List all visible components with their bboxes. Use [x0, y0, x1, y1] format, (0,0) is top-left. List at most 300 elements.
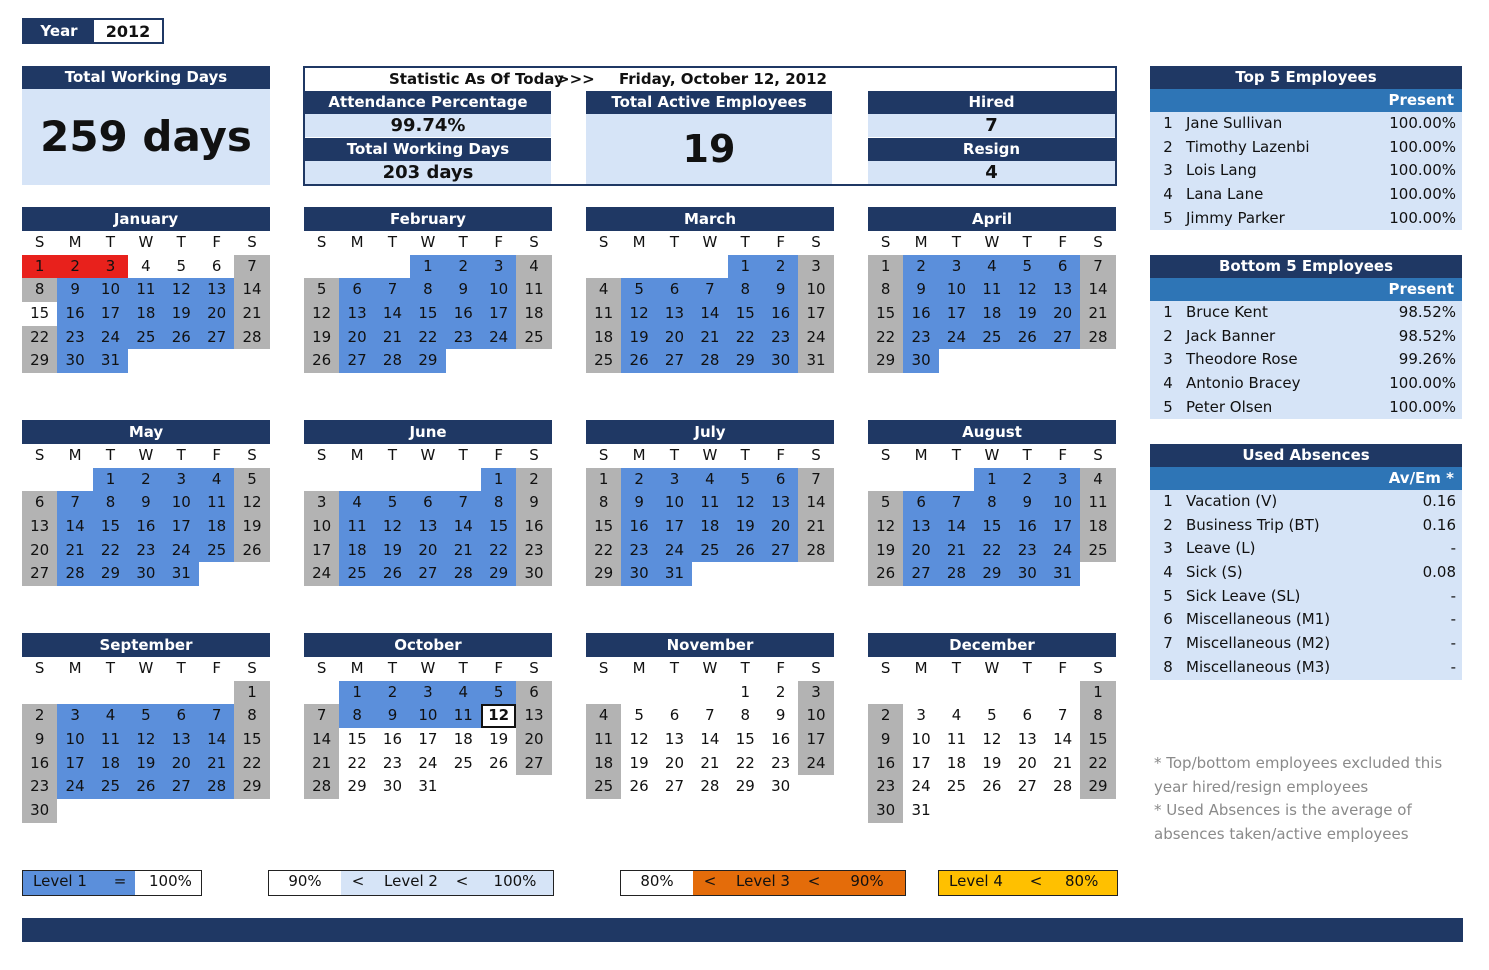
day-cell[interactable]: 21	[692, 326, 727, 350]
day-cell[interactable]: 12	[629, 730, 649, 749]
day-cell[interactable]: 16	[771, 730, 791, 749]
day-cell[interactable]: 14	[700, 730, 720, 749]
day-cell[interactable]: 22	[347, 753, 367, 772]
day-cell[interactable]: 3	[798, 681, 833, 705]
day-cell[interactable]: 31	[911, 801, 931, 820]
day-cell[interactable]: 4	[141, 256, 151, 275]
day-cell[interactable]: 18	[199, 515, 234, 539]
day-cell[interactable]: 29	[22, 349, 57, 373]
day-cell[interactable]: 6	[903, 491, 938, 515]
day-cell[interactable]: 13	[164, 728, 199, 752]
day-cell[interactable]: 12	[304, 302, 339, 326]
day-cell[interactable]: 15	[481, 515, 516, 539]
day-cell[interactable]: 26	[629, 777, 649, 796]
day-cell[interactable]: 7	[1080, 255, 1115, 279]
day-cell[interactable]: 25	[453, 753, 473, 772]
day-cell[interactable]: 25	[128, 326, 163, 350]
day-cell[interactable]: 21	[57, 539, 92, 563]
day-cell[interactable]: 5	[481, 681, 516, 705]
day-cell[interactable]: 26	[621, 349, 656, 373]
today-cell[interactable]: 12	[481, 704, 516, 728]
day-cell[interactable]: 26	[304, 349, 339, 373]
day-cell[interactable]: 20	[164, 752, 199, 776]
day-cell[interactable]: 8	[728, 278, 763, 302]
day-cell[interactable]: 2	[868, 704, 903, 728]
day-cell[interactable]: 28	[798, 539, 833, 563]
day-cell[interactable]: 19	[728, 515, 763, 539]
day-cell[interactable]: 1	[868, 255, 903, 279]
day-cell[interactable]: 2	[1010, 468, 1045, 492]
day-cell[interactable]: 4	[692, 468, 727, 492]
day-cell[interactable]: 1	[234, 681, 269, 705]
day-cell[interactable]: 2	[446, 255, 481, 279]
day-cell[interactable]: 16	[621, 515, 656, 539]
day-cell[interactable]: 28	[304, 775, 339, 799]
day-cell[interactable]: 6	[211, 256, 222, 275]
day-cell[interactable]: 2	[763, 255, 798, 279]
day-cell[interactable]: 22	[22, 326, 57, 350]
day-cell[interactable]: 16	[903, 302, 938, 326]
year-selector[interactable]	[22, 18, 164, 44]
day-cell[interactable]: 2	[516, 468, 551, 492]
day-cell[interactable]: 14	[1080, 278, 1115, 302]
day-cell[interactable]: 27	[164, 775, 199, 799]
day-cell[interactable]: 3	[657, 468, 692, 492]
day-cell[interactable]: 30	[128, 562, 163, 586]
day-cell[interactable]: 18	[516, 302, 551, 326]
day-cell[interactable]: 10	[798, 704, 833, 728]
day-cell[interactable]: 29	[481, 562, 516, 586]
day-cell[interactable]: 30	[516, 562, 551, 586]
day-cell[interactable]: 21	[375, 326, 410, 350]
day-cell[interactable]: 7	[939, 491, 974, 515]
day-cell[interactable]: 27	[657, 349, 692, 373]
day-cell[interactable]: 10	[657, 491, 692, 515]
day-cell[interactable]: 21	[1053, 753, 1073, 772]
day-cell[interactable]: 15	[93, 515, 128, 539]
day-cell[interactable]: 1	[481, 468, 516, 492]
day-cell[interactable]: 24	[418, 753, 438, 772]
day-cell[interactable]: 16	[516, 515, 551, 539]
day-cell[interactable]: 4	[586, 278, 621, 302]
day-cell[interactable]: 30	[1010, 562, 1045, 586]
day-cell[interactable]: 27	[763, 539, 798, 563]
day-cell[interactable]: 1	[1080, 681, 1115, 705]
day-cell[interactable]: 1	[586, 468, 621, 492]
day-cell[interactable]: 28	[939, 562, 974, 586]
day-cell[interactable]: 21	[199, 752, 234, 776]
day-cell[interactable]: 21	[939, 539, 974, 563]
day-cell[interactable]: 5	[987, 706, 997, 725]
day-cell[interactable]: 28	[57, 562, 92, 586]
day-cell[interactable]: 31	[657, 562, 692, 586]
day-cell[interactable]: 5	[128, 704, 163, 728]
day-cell[interactable]: 30	[621, 562, 656, 586]
day-cell[interactable]: 13	[516, 704, 551, 728]
day-cell[interactable]: 6	[1022, 706, 1033, 725]
day-cell[interactable]: 24	[939, 326, 974, 350]
day-cell[interactable]: 17	[657, 515, 692, 539]
day-cell[interactable]: 20	[1045, 302, 1080, 326]
day-cell[interactable]: 1	[22, 255, 57, 279]
day-cell[interactable]: 8	[339, 704, 374, 728]
day-cell[interactable]: 30	[903, 349, 938, 373]
day-cell[interactable]: 28	[375, 349, 410, 373]
day-cell[interactable]: 7	[234, 255, 269, 279]
day-cell[interactable]: 9	[516, 491, 551, 515]
day-cell[interactable]: 24	[93, 326, 128, 350]
day-cell[interactable]: 3	[410, 681, 445, 705]
day-cell[interactable]: 26	[234, 539, 269, 563]
day-cell[interactable]: 6	[763, 468, 798, 492]
day-cell[interactable]: 12	[982, 730, 1002, 749]
day-cell[interactable]: 15	[735, 730, 755, 749]
day-cell[interactable]: 3	[1045, 468, 1080, 492]
day-cell[interactable]: 18	[586, 752, 621, 776]
day-cell[interactable]: 7	[375, 278, 410, 302]
day-cell[interactable]: 13	[339, 302, 374, 326]
day-cell[interactable]: 9	[868, 728, 903, 752]
day-cell[interactable]: 8	[868, 278, 903, 302]
day-cell[interactable]: 27	[199, 326, 234, 350]
day-cell[interactable]: 25	[586, 349, 621, 373]
day-cell[interactable]: 15	[728, 302, 763, 326]
day-cell[interactable]: 9	[375, 704, 410, 728]
day-cell[interactable]: 17	[164, 515, 199, 539]
day-cell[interactable]: 14	[1053, 730, 1073, 749]
day-cell[interactable]: 24	[798, 326, 833, 350]
day-cell[interactable]: 20	[657, 326, 692, 350]
day-cell[interactable]: 13	[664, 730, 685, 749]
day-cell[interactable]: 23	[903, 326, 938, 350]
day-cell[interactable]: 26	[489, 753, 509, 772]
day-cell[interactable]: 22	[234, 752, 269, 776]
day-cell[interactable]: 5	[176, 256, 187, 275]
day-cell[interactable]: 27	[1045, 326, 1080, 350]
day-cell[interactable]: 27	[664, 777, 685, 796]
day-cell[interactable]: 20	[199, 302, 234, 326]
day-cell[interactable]: 11	[974, 278, 1009, 302]
day-cell[interactable]: 18	[453, 730, 473, 749]
day-cell[interactable]: 5	[375, 491, 410, 515]
day-cell[interactable]: 18	[692, 515, 727, 539]
day-cell[interactable]: 4	[339, 491, 374, 515]
day-cell[interactable]: 20	[339, 326, 374, 350]
day-cell[interactable]: 26	[128, 775, 163, 799]
day-cell[interactable]: 19	[489, 730, 509, 749]
day-cell[interactable]: 19	[629, 753, 649, 772]
day-cell[interactable]: 14	[304, 728, 339, 752]
day-cell[interactable]: 27	[903, 562, 938, 586]
day-cell[interactable]: 12	[868, 515, 903, 539]
day-cell[interactable]: 28	[1080, 326, 1115, 350]
day-cell[interactable]: 17	[481, 302, 516, 326]
day-cell[interactable]: 24	[911, 777, 931, 796]
day-cell[interactable]: 12	[621, 302, 656, 326]
day-cell[interactable]: 24	[1045, 539, 1080, 563]
day-cell[interactable]: 24	[657, 539, 692, 563]
day-cell[interactable]: 23	[621, 539, 656, 563]
day-cell[interactable]: 21	[1080, 302, 1115, 326]
day-cell[interactable]: 26	[1010, 326, 1045, 350]
day-cell[interactable]: 8	[410, 278, 445, 302]
day-cell[interactable]: 18	[586, 326, 621, 350]
day-cell[interactable]: 19	[982, 753, 1002, 772]
day-cell[interactable]: 13	[1017, 730, 1037, 749]
day-cell[interactable]: 23	[382, 753, 403, 772]
day-cell[interactable]: 4	[586, 704, 621, 728]
day-cell[interactable]: 8	[93, 491, 128, 515]
day-cell[interactable]: 31	[164, 562, 199, 586]
day-cell[interactable]: 14	[446, 515, 481, 539]
day-cell[interactable]: 17	[57, 752, 92, 776]
day-cell[interactable]: 19	[1010, 302, 1045, 326]
day-cell[interactable]: 29	[735, 777, 755, 796]
day-cell[interactable]: 28	[700, 777, 720, 796]
day-cell[interactable]: 11	[1080, 491, 1115, 515]
day-cell[interactable]: 10	[410, 704, 445, 728]
day-cell[interactable]: 22	[728, 326, 763, 350]
day-cell[interactable]: 1	[339, 681, 374, 705]
day-cell[interactable]: 13	[1045, 278, 1080, 302]
day-cell[interactable]: 20	[1017, 753, 1037, 772]
day-cell[interactable]: 28	[234, 326, 269, 350]
day-cell[interactable]: 1	[974, 468, 1009, 492]
day-cell[interactable]: 19	[621, 326, 656, 350]
day-cell[interactable]: 31	[798, 349, 833, 373]
day-cell[interactable]: 23	[22, 775, 57, 799]
day-cell[interactable]: 21	[304, 752, 339, 776]
day-cell[interactable]: 5	[1010, 255, 1045, 279]
day-cell[interactable]: 8	[974, 491, 1009, 515]
day-cell[interactable]: 9	[621, 491, 656, 515]
day-cell[interactable]: 18	[1080, 515, 1115, 539]
day-cell[interactable]: 17	[304, 539, 339, 563]
day-cell[interactable]: 16	[22, 752, 57, 776]
day-cell[interactable]: 9	[1010, 491, 1045, 515]
day-cell[interactable]: 26	[868, 562, 903, 586]
day-cell[interactable]: 22	[868, 326, 903, 350]
day-cell[interactable]: 28	[692, 349, 727, 373]
day-cell[interactable]: 11	[199, 491, 234, 515]
day-cell[interactable]: 3	[798, 255, 833, 279]
day-cell[interactable]: 13	[903, 515, 938, 539]
day-cell[interactable]: 10	[57, 728, 92, 752]
day-cell[interactable]: 6	[22, 491, 57, 515]
day-cell[interactable]: 22	[1080, 752, 1115, 776]
day-cell[interactable]: 31	[1045, 562, 1080, 586]
day-cell[interactable]: 25	[1080, 539, 1115, 563]
day-cell[interactable]: 25	[93, 775, 128, 799]
day-cell[interactable]: 20	[22, 539, 57, 563]
day-cell[interactable]: 21	[446, 539, 481, 563]
day-cell[interactable]: 20	[664, 753, 685, 772]
day-cell[interactable]: 9	[22, 728, 57, 752]
day-cell[interactable]: 22	[481, 539, 516, 563]
day-cell[interactable]: 17	[798, 728, 833, 752]
day-cell[interactable]: 30	[57, 349, 92, 373]
day-cell[interactable]: 23	[57, 326, 92, 350]
day-cell[interactable]: 31	[93, 349, 128, 373]
day-cell[interactable]: 27	[339, 349, 374, 373]
day-cell[interactable]: 28	[199, 775, 234, 799]
day-cell[interactable]: 1	[728, 255, 763, 279]
day-cell[interactable]: 10	[164, 491, 199, 515]
day-cell[interactable]: 11	[128, 278, 163, 302]
day-cell[interactable]: 4	[974, 255, 1009, 279]
day-cell[interactable]: 11	[586, 728, 621, 752]
day-cell[interactable]: 21	[700, 753, 720, 772]
day-cell[interactable]: 14	[57, 515, 92, 539]
day-cell[interactable]: 3	[57, 704, 92, 728]
day-cell[interactable]: 7	[304, 704, 339, 728]
day-cell[interactable]: 6	[410, 491, 445, 515]
day-cell[interactable]: 4	[446, 681, 481, 705]
day-cell[interactable]: 2	[903, 255, 938, 279]
day-cell[interactable]: 9	[775, 706, 786, 725]
day-cell[interactable]: 15	[868, 302, 903, 326]
day-cell[interactable]: 17	[93, 302, 128, 326]
day-cell[interactable]: 7	[798, 468, 833, 492]
day-cell[interactable]: 10	[481, 278, 516, 302]
year-value[interactable]: 2012	[94, 20, 162, 42]
day-cell[interactable]: 24	[57, 775, 92, 799]
day-cell[interactable]: 29	[1080, 775, 1115, 799]
day-cell[interactable]: 6	[669, 706, 680, 725]
day-cell[interactable]: 16	[1010, 515, 1045, 539]
day-cell[interactable]: 10	[93, 278, 128, 302]
day-cell[interactable]: 26	[982, 777, 1002, 796]
day-cell[interactable]: 7	[1057, 706, 1068, 725]
day-cell[interactable]: 27	[22, 562, 57, 586]
day-cell[interactable]: 2	[128, 468, 163, 492]
day-cell[interactable]: 3	[164, 468, 199, 492]
day-cell[interactable]: 7	[705, 706, 715, 725]
day-cell[interactable]: 21	[234, 302, 269, 326]
day-cell[interactable]: 15	[410, 302, 445, 326]
day-cell[interactable]: 10	[939, 278, 974, 302]
day-cell[interactable]: 23	[868, 775, 903, 799]
day-cell[interactable]: 16	[128, 515, 163, 539]
day-cell[interactable]: 14	[939, 515, 974, 539]
day-cell[interactable]: 3	[939, 255, 974, 279]
day-cell[interactable]: 14	[375, 302, 410, 326]
day-cell[interactable]: 10	[304, 515, 339, 539]
day-cell[interactable]: 25	[586, 775, 621, 799]
day-cell[interactable]: 11	[339, 515, 374, 539]
day-cell[interactable]: 9	[446, 278, 481, 302]
day-cell[interactable]: 2	[57, 255, 92, 279]
day-cell[interactable]: 4	[516, 255, 551, 279]
day-cell[interactable]: 26	[164, 326, 199, 350]
day-cell[interactable]: 2	[621, 468, 656, 492]
day-cell[interactable]: 3	[916, 706, 926, 725]
day-cell[interactable]: 7	[57, 491, 92, 515]
day-cell[interactable]: 29	[868, 349, 903, 373]
day-cell[interactable]: 5	[728, 468, 763, 492]
day-cell[interactable]: 2	[375, 681, 410, 705]
day-cell[interactable]: 18	[339, 539, 374, 563]
day-cell[interactable]: 12	[728, 491, 763, 515]
day-cell[interactable]: 18	[946, 753, 967, 772]
day-cell[interactable]: 13	[22, 515, 57, 539]
day-cell[interactable]: 15	[1080, 728, 1115, 752]
day-cell[interactable]: 25	[946, 777, 967, 796]
day-cell[interactable]: 8	[22, 278, 57, 302]
day-cell[interactable]: 5	[621, 278, 656, 302]
day-cell[interactable]: 6	[1045, 255, 1080, 279]
day-cell[interactable]: 12	[1010, 278, 1045, 302]
day-cell[interactable]: 30	[22, 799, 57, 823]
day-cell[interactable]: 14	[692, 302, 727, 326]
day-cell[interactable]: 12	[128, 728, 163, 752]
day-cell[interactable]: 4	[93, 704, 128, 728]
day-cell[interactable]: 7	[199, 704, 234, 728]
day-cell[interactable]: 1	[740, 682, 751, 701]
day-cell[interactable]: 27	[1017, 777, 1037, 796]
day-cell[interactable]: 17	[911, 753, 931, 772]
day-cell[interactable]: 27	[516, 752, 551, 776]
day-cell[interactable]: 5	[304, 278, 339, 302]
day-cell[interactable]: 8	[234, 704, 269, 728]
day-cell[interactable]: 12	[234, 491, 269, 515]
day-cell[interactable]: 3	[304, 491, 339, 515]
day-cell[interactable]: 6	[164, 704, 199, 728]
day-cell[interactable]: 22	[93, 539, 128, 563]
day-cell[interactable]: 29	[974, 562, 1009, 586]
day-cell[interactable]: 13	[657, 302, 692, 326]
day-cell[interactable]: 22	[586, 539, 621, 563]
day-cell[interactable]: 25	[516, 326, 551, 350]
day-cell[interactable]: 26	[728, 539, 763, 563]
day-cell[interactable]: 19	[234, 515, 269, 539]
day-cell[interactable]: 12	[164, 278, 199, 302]
day-cell[interactable]: 19	[868, 539, 903, 563]
day-cell[interactable]: 29	[347, 777, 367, 796]
day-cell[interactable]: 13	[763, 491, 798, 515]
day-cell[interactable]: 23	[763, 326, 798, 350]
day-cell[interactable]: 9	[57, 278, 92, 302]
day-cell[interactable]: 29	[728, 349, 763, 373]
day-cell[interactable]: 18	[974, 302, 1009, 326]
day-cell[interactable]: 12	[375, 515, 410, 539]
day-cell[interactable]: 19	[304, 326, 339, 350]
day-cell[interactable]: 22	[974, 539, 1009, 563]
day-cell[interactable]: 25	[692, 539, 727, 563]
day-cell[interactable]: 8	[1080, 704, 1115, 728]
day-cell[interactable]: 29	[93, 562, 128, 586]
day-cell[interactable]: 16	[382, 730, 403, 749]
day-cell[interactable]: 22	[410, 326, 445, 350]
day-cell[interactable]: 30	[771, 777, 791, 796]
day-cell[interactable]: 7	[692, 278, 727, 302]
day-cell[interactable]: 19	[128, 752, 163, 776]
day-cell[interactable]: 16	[57, 302, 92, 326]
day-cell[interactable]: 15	[974, 515, 1009, 539]
day-cell[interactable]: 24	[798, 752, 833, 776]
day-cell[interactable]: 9	[128, 491, 163, 515]
day-cell[interactable]: 6	[516, 681, 551, 705]
day-cell[interactable]: 8	[586, 491, 621, 515]
day-cell[interactable]: 17	[939, 302, 974, 326]
day-cell[interactable]: 10	[1045, 491, 1080, 515]
day-cell[interactable]: 23	[1010, 539, 1045, 563]
day-cell[interactable]: 8	[740, 706, 751, 725]
day-cell[interactable]: 24	[164, 539, 199, 563]
day-cell[interactable]: 14	[199, 728, 234, 752]
day-cell[interactable]: 25	[974, 326, 1009, 350]
day-cell[interactable]: 7	[446, 491, 481, 515]
